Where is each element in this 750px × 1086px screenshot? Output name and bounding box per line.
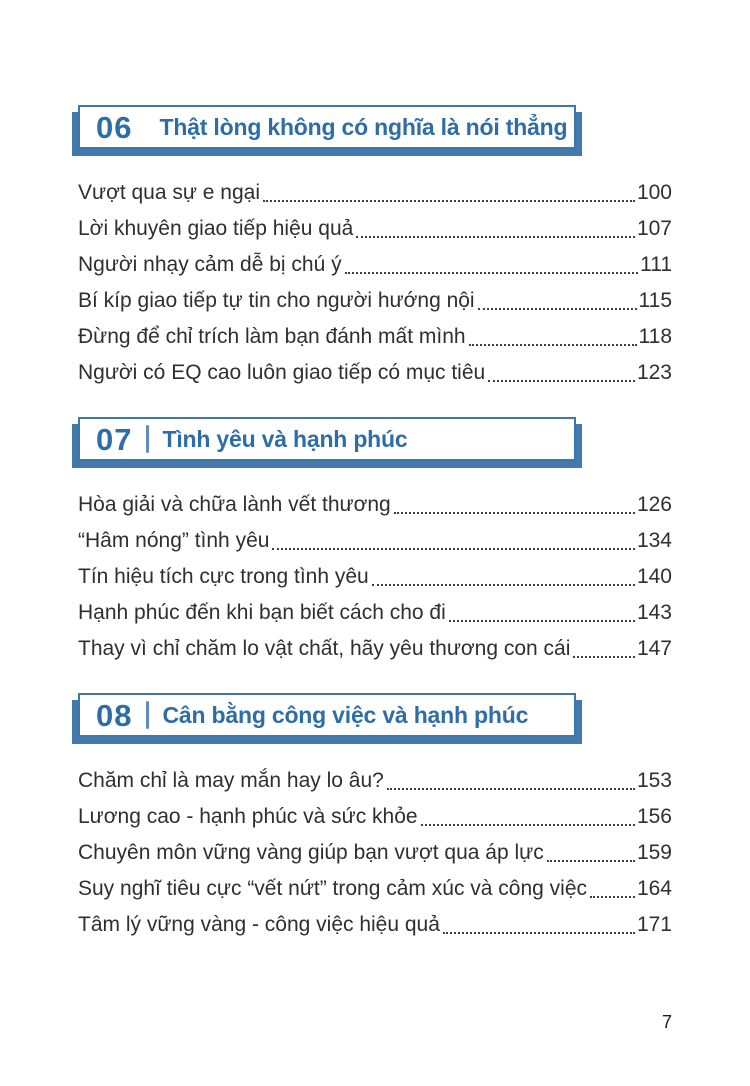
toc-entry-page: 156	[636, 805, 672, 828]
dotted-leader	[345, 272, 638, 274]
toc-entry-page: 159	[636, 841, 672, 864]
dotted-leader	[394, 512, 635, 514]
toc-entry	[78, 211, 672, 247]
toc-entry	[78, 175, 672, 211]
toc-list	[78, 763, 672, 943]
section-title: Tình yêu và hạnh phúc	[162, 425, 408, 452]
dotted-leader	[590, 896, 635, 898]
dotted-leader	[356, 236, 635, 238]
toc-entry-page: 123	[636, 361, 672, 384]
dotted-leader	[443, 932, 635, 934]
toc-entry-page: 118	[638, 325, 672, 348]
toc-entry-label: Suy nghĩ tiêu cực “vết nứt” trong cảm xúc và công việc	[78, 877, 588, 900]
toc-entry-label: Lương cao - hạnh phúc và sức khỏe	[78, 805, 418, 828]
section-header	[78, 693, 576, 737]
section-number: 08	[96, 697, 133, 733]
section-number: 06	[96, 109, 133, 145]
dotted-leader	[263, 200, 635, 202]
toc-entry-label: Lời khuyên giao tiếp hiệu quả	[78, 217, 354, 240]
toc-entry-label: Tín hiệu tích cực trong tình yêu	[78, 565, 369, 588]
toc-entry	[78, 595, 672, 631]
toc-entry-page: 140	[636, 565, 672, 588]
dotted-leader	[421, 824, 635, 826]
toc-entry-page: 153	[636, 769, 672, 792]
toc-entry	[78, 283, 672, 319]
toc-entry-page: 147	[636, 637, 672, 660]
toc-entry-page: 115	[638, 289, 672, 312]
toc-entry-page: 171	[636, 913, 672, 936]
dotted-leader	[547, 860, 635, 862]
toc-entry	[78, 523, 672, 559]
toc-entry	[78, 559, 672, 595]
toc-entry	[78, 355, 672, 391]
dotted-leader	[478, 308, 637, 310]
toc-entry	[78, 763, 672, 799]
header-box	[78, 693, 576, 737]
section-title: Cân bằng công việc và hạnh phúc	[162, 701, 529, 728]
header-box	[78, 417, 576, 461]
dotted-leader	[469, 344, 637, 346]
section-header	[78, 417, 576, 461]
toc-entry-label: Chăm chỉ là may mắn hay lo âu?	[78, 769, 384, 792]
page-number: 7	[661, 1012, 672, 1032]
dotted-leader	[488, 380, 635, 382]
toc-list	[78, 487, 672, 667]
section-number: 07	[96, 421, 133, 457]
toc-entry	[78, 799, 672, 835]
section-title: Thật lòng không có nghĩa là nói thẳng	[159, 113, 568, 140]
toc-entry-label: Bí kíp giao tiếp tự tin cho người hướng nội	[78, 289, 475, 312]
sections-mount	[0, 105, 750, 943]
toc-entry-label: Người có EQ cao luôn giao tiếp có mục tiêu	[78, 361, 486, 384]
toc-entry-label: Tâm lý vững vàng - công việc hiệu quả	[78, 913, 440, 936]
toc-entry-page: 143	[636, 601, 672, 624]
section-separator-line	[146, 425, 149, 453]
header-box	[78, 105, 576, 149]
toc-entry-label: Đừng để chỉ trích làm bạn đánh mất mình	[78, 325, 466, 348]
toc-list	[78, 175, 672, 391]
toc-entry-label: Người nhạy cảm dễ bị chú ý	[78, 253, 342, 276]
toc-entry-page: 164	[636, 877, 672, 900]
toc-entry	[78, 907, 672, 943]
dotted-leader	[573, 656, 635, 658]
dotted-leader	[449, 620, 635, 622]
toc-entry-label: Hạnh phúc đến khi bạn biết cách cho đi	[78, 601, 446, 624]
toc-entry-page: 134	[636, 529, 672, 552]
toc-entry	[78, 319, 672, 355]
toc-entry-page: 107	[636, 217, 672, 240]
toc-entry-label: Vượt qua sự e ngại	[78, 181, 260, 204]
toc-entry	[78, 631, 672, 667]
toc-entry-label: Hòa giải và chữa lành vết thương	[78, 493, 391, 516]
toc-entry-page: 100	[636, 181, 672, 204]
toc-entry-label: Thay vì chỉ chăm lo vật chất, hãy yêu thương con cái	[78, 637, 571, 660]
toc-entry	[78, 835, 672, 871]
toc-entry	[78, 487, 672, 523]
toc-entry	[78, 247, 672, 283]
dotted-leader	[272, 548, 635, 550]
section-header	[78, 105, 576, 149]
toc-entry-page: 126	[636, 493, 672, 516]
dotted-leader	[387, 788, 635, 790]
section-separator-line	[146, 701, 149, 729]
toc-entry-label: “Hâm nóng” tình yêu	[78, 529, 270, 552]
dotted-leader	[372, 584, 635, 586]
toc-entry	[78, 871, 672, 907]
toc-entry-page: 111	[640, 253, 672, 276]
toc-entry-label: Chuyên môn vững vàng giúp bạn vượt qua áp lực	[78, 841, 544, 864]
